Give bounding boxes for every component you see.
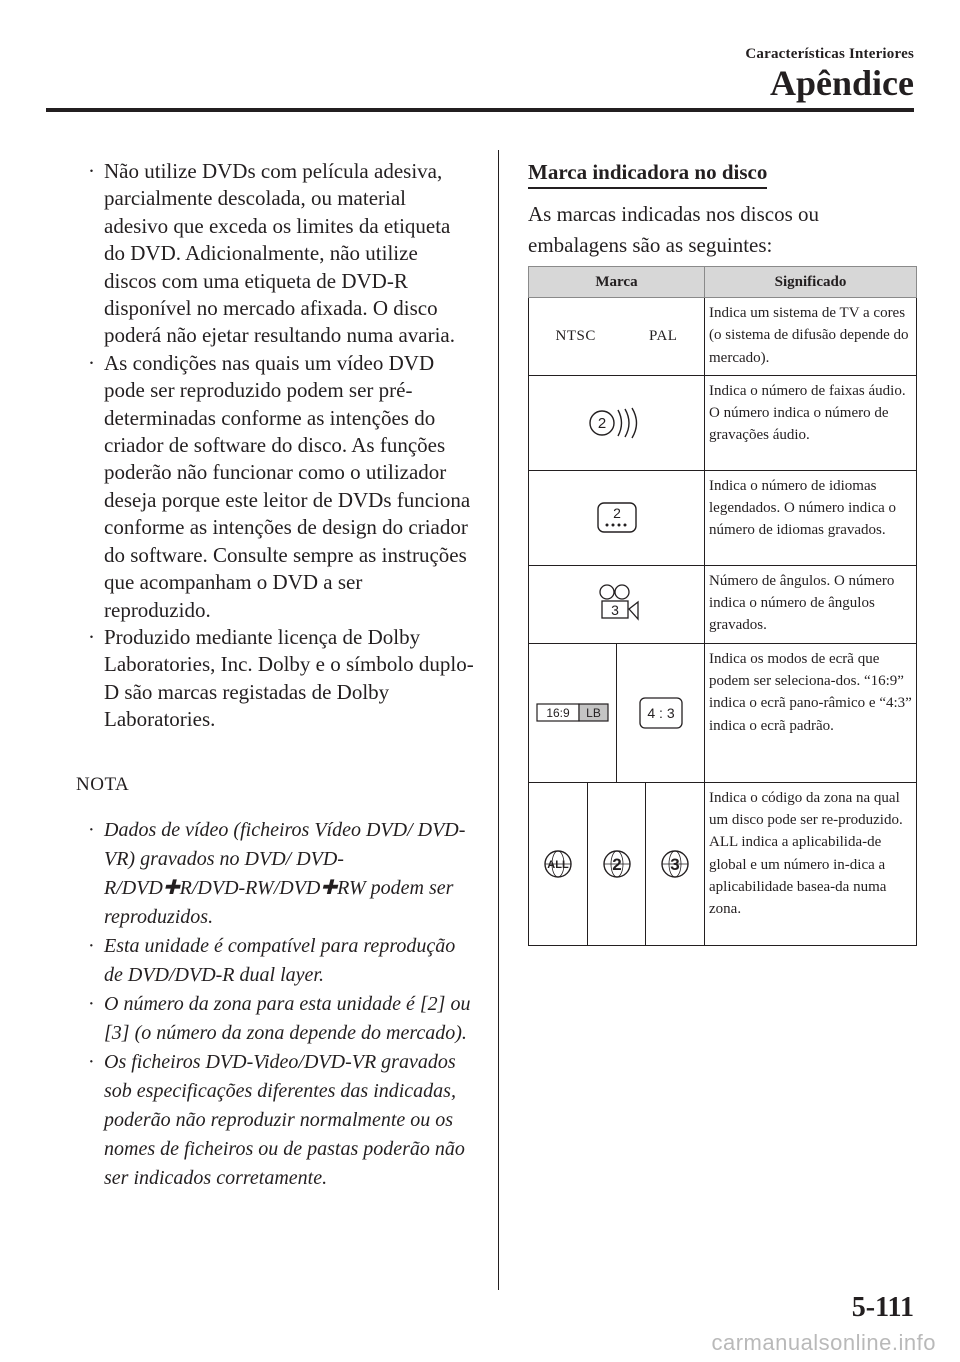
list-item [84, 1048, 474, 1193]
right-column [528, 160, 916, 261]
subtitles-number: 2 [612, 504, 621, 521]
nota-heading: NOTA [76, 773, 130, 795]
widescreen-label: 16:9 [545, 705, 570, 720]
bullet-text: Não utilize DVDs com película adesiva, parcialmente descolada, ou material adesivo que exceda os limites da etiqueta do DVD. Adicionalmente, não utilize discos com uma etiqueta de DVD-R disponível no mercado afixada. O disco poderá não ejetar resultando numa avaria. [104, 159, 456, 348]
section-title: Marca indicadora no disco [528, 160, 767, 189]
header-rule [46, 108, 914, 112]
nota-text: Os ficheiros DVD-Video/DVD-VR gravados sob especificações diferentes das indicadas, poderão não reproduzir normalmente ou os nomes de ficheiros ou de pastas poderão não ser indicados corretamente. [104, 1050, 465, 1189]
angles-number: 3 [610, 602, 619, 619]
widescreen-icon [536, 702, 610, 724]
header-title: Apêndice [770, 63, 914, 103]
list-item [84, 624, 474, 734]
mark-cell [529, 298, 705, 376]
list-item [84, 816, 474, 932]
standard-screen-icon [638, 696, 684, 730]
bullet-icon: · [88, 992, 95, 1015]
bullet-icon: · [88, 1050, 95, 1073]
bullet-icon: · [88, 350, 95, 375]
disc-marks-table [528, 266, 917, 946]
table-header-row [529, 267, 917, 298]
intro-text: As marcas indicadas nos discos ou embalagens são as seguintes: [528, 202, 820, 257]
nota-text: Esta unidade é compatível para reprodução de DVD/DVD-R dual layer. [104, 934, 456, 986]
mark-cell [529, 375, 705, 470]
region-2-label: 2 [611, 854, 622, 874]
meaning-cell: Indica o número de faixas áudio. O número indica o número de gravações áudio. [705, 375, 917, 470]
column-divider [498, 150, 499, 1290]
header-subtitle: Características Interiores [745, 46, 914, 62]
table-row [529, 643, 917, 782]
mark-cell [529, 565, 705, 643]
table-row [529, 470, 917, 565]
nota-text: Dados de vídeo (ficheiros Vídeo DVD/ DVD-VR) gravados no DVD/ DVD-R/DVD✚R/DVD-RW/DVD✚RW podem ser reproduzidos. [104, 818, 466, 928]
region-all-label: ALL [547, 858, 569, 871]
bullet-text: Produzido mediante licença de Dolby Laboratories, Inc. Dolby e o símbolo duplo-D são marcas registadas de Dolby Laboratories. [104, 624, 474, 732]
ntsc-label: NTSC [555, 327, 596, 344]
meaning-cell: Indica um sistema de TV a cores (o sistema de difusão depende do mercado). [705, 298, 917, 376]
region-3-label: 3 [670, 854, 680, 874]
mark-cell [529, 470, 705, 565]
meaning-cell: Indica o número de idiomas legendados. O número indica o número de idiomas gravados. [705, 470, 917, 565]
angles-icon [592, 582, 642, 626]
bullet-icon: · [88, 624, 95, 649]
meaning-cell: Indica os modos de ecrã que podem ser seleciona-dos. “16:9” indica o ecrã pano-râmico e “4:3” indica o ecrã padrão. [705, 643, 917, 782]
subtitles-icon [596, 501, 638, 535]
table-row [529, 782, 917, 945]
mark-cell [529, 643, 705, 782]
region-all-icon [543, 849, 573, 879]
letterbox-label: LB [585, 705, 601, 720]
meaning-cell: Indica o código da zona na qual um disco pode ser re-produzido. ALL indica a aplicabilida-de global e um número in-dica a aplicabilidade basea-da numa zona. [705, 782, 917, 945]
region-3-icon [660, 849, 690, 879]
bullet-icon: · [88, 818, 95, 841]
nota-list [84, 816, 474, 1193]
list-item [84, 158, 474, 350]
audio-tracks-icon [587, 406, 647, 440]
list-item [84, 350, 474, 624]
audio-tracks-number: 2 [597, 414, 606, 432]
bullet-text: As condições nas quais um vídeo DVD pode ser reproduzido podem ser pré-determinadas conforme as intenções do criador de software do disco. As funções poderão não funcionar como o utilizador deseja porque este leitor de DVDs funciona conforme as intenções de design do criador do software. Consulte sempre as instruções que acompanham o DVD a ser reproduzido. [104, 350, 471, 622]
standard-screen-label: 4 : 3 [646, 704, 675, 721]
table-row [529, 298, 917, 376]
bullet-icon: · [88, 934, 95, 957]
pal-label: PAL [648, 327, 678, 344]
bullet-list [84, 158, 474, 734]
bullet-icon: · [88, 159, 95, 183]
list-item [84, 932, 474, 990]
page-number: 5-111 [851, 1292, 914, 1323]
meaning-cell: Número de ângulos. O número indica o número de ângulos gravados. [705, 565, 917, 643]
column-header-mark: Marca [529, 267, 705, 298]
mark-cell [529, 782, 705, 945]
table-row [529, 565, 917, 643]
table-row [529, 375, 917, 470]
left-column [76, 158, 474, 1193]
watermark: carmanualsonline.info [711, 1330, 936, 1355]
list-item [84, 990, 474, 1048]
nota-text: O número da zona para esta unidade é [2] ou [3] (o número da zona depende do mercado). [104, 992, 471, 1044]
region-2-icon [602, 849, 632, 879]
column-header-meaning: Significado [705, 267, 917, 298]
